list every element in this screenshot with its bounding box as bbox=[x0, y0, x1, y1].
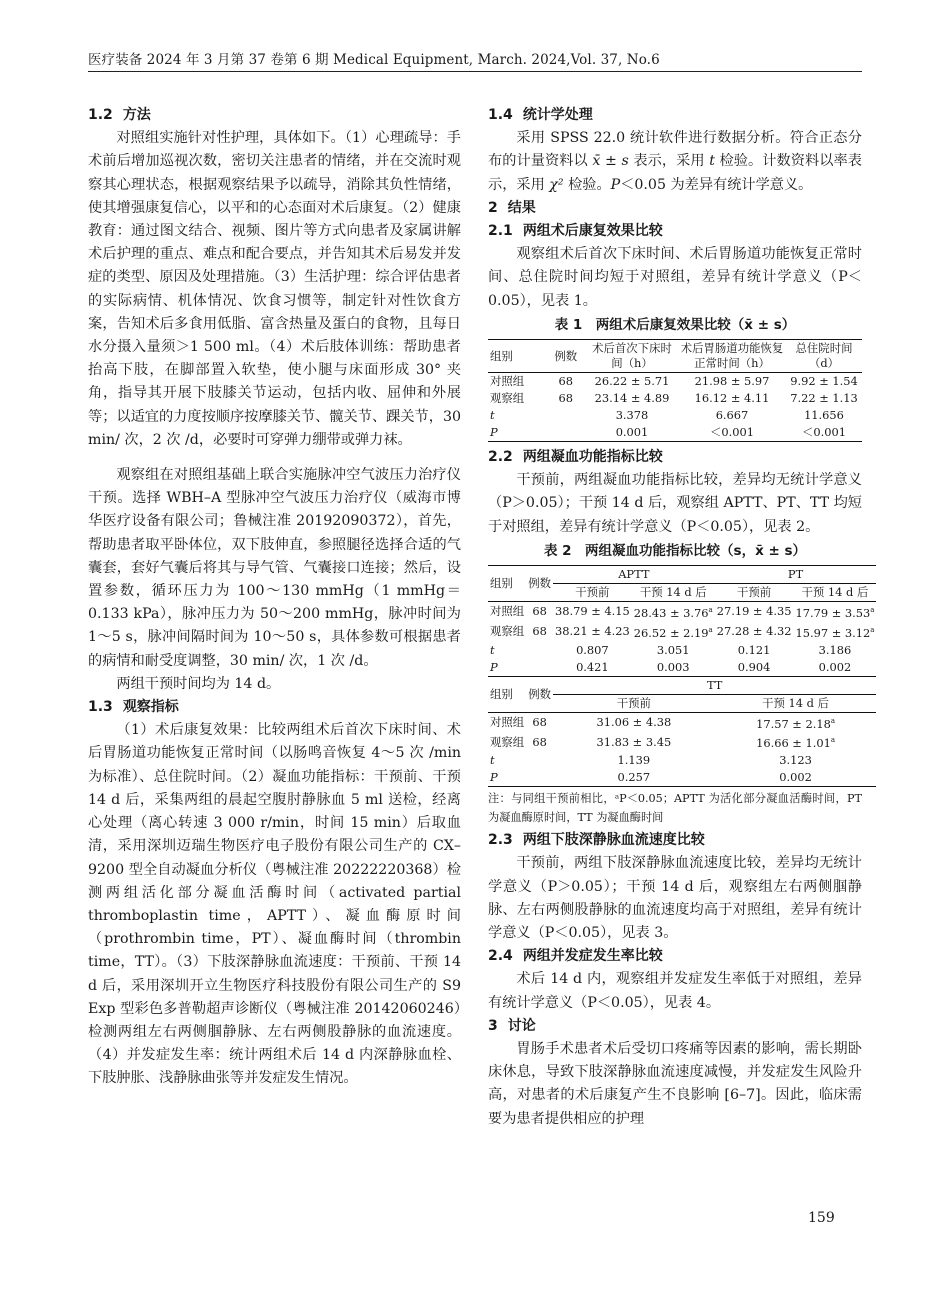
table-1-title: 表 1 两组术后康复效果比较（x̄ ± s） bbox=[554, 316, 796, 333]
section-heading-2-3: 2.3 两组下肢深静脉血流速度比较 bbox=[488, 832, 705, 849]
table-2 bbox=[488, 565, 876, 787]
running-header: 医疗装备 2024 年 3 月第 37 卷第 6 期 Medical Equipment, March. 2024,Vol. 37, No.6 bbox=[88, 52, 660, 68]
table-row: t 0.807 3.051 0.121 3.186 bbox=[490, 642, 852, 657]
left-column bbox=[88, 104, 461, 1091]
table-header-cell: 干预前 bbox=[715, 584, 794, 602]
table-row: P 0.421 0.003 0.904 0.002 bbox=[490, 659, 852, 674]
table-row: t 3.378 6.667 11.656 bbox=[490, 408, 844, 423]
table-header-cell: 干预 14 d 后 bbox=[632, 584, 715, 602]
paragraph-complication-results: 术后 14 d 内，观察组并发症发生率低于对照组，差异有统计学意义（P＜0.05），见表 4。 bbox=[488, 971, 862, 1011]
paragraph-observation-group: 观察组在对照组基础上联合实施脉冲空气波压力治疗仪干预。选择 WBH–A 型脉冲空气波压力治疗仪（威海市博华医疗设备有限公司；鲁械注准 20192090372），首先，帮助患者取平卧体位，双下肢伸直，参照腿径选择合适的气囊套，套好气囊后将其与导气管、气囊接口连接；然后，设置参数，循环压力为 100～130 mmHg（1 mmHg＝0.133 kPa），脉冲压力为 50～200 mmHg，脉冲时间为 1～5 s，脉冲间隔时间为 10～50 s，具体参数可根据患者的病情和耐受度调整，30 min/ 次，1 次 /d。 bbox=[88, 467, 461, 669]
table-header-cell: 干预 14 d 后 bbox=[715, 694, 877, 712]
table-header-cell: TT bbox=[553, 676, 876, 694]
section-heading-2-1: 2.1 两组术后康复效果比较 bbox=[488, 223, 663, 240]
table-2-title: 表 2 两组凝血功能指标比较（s，x̄ ± s） bbox=[543, 542, 807, 559]
table-header-cell: PT bbox=[715, 566, 877, 584]
table-row: P 0.001 ＜0.001 ＜0.001 bbox=[488, 424, 862, 442]
table-header-cell: 例数 bbox=[546, 340, 586, 373]
section-heading-1-4: 1.4 统计学处理 bbox=[488, 107, 593, 123]
table-1 bbox=[488, 339, 862, 442]
section-heading-2-2: 2.2 两组凝血功能指标比较 bbox=[488, 449, 663, 466]
table-header-cell: 例数 bbox=[526, 566, 553, 602]
paragraph-control-group: 对照组实施针对性护理，具体如下。（1）心理疏导：手术前后增加巡视次数，密切关注患者的情绪，并在交流时观察其心理状态，根据观察结果予以疏导，消除其负性情绪，使其增强康复信心，以平和的心态面对术后康复。（2）健康教育：通过图文结合、视频、图片等方式向患者及家属讲解术后护理的重点、难点和配合要点，并告知其术后易发并发症的类型、原因及处理措施。（3）生活护理：综合评估患者的实际病情、机体情况、饮食习惯等，制定针对性饮食方案，告知术后多食用低脂、富含热量及蛋白的食物，且每日水分摄入量须＞1 500 ml。（4）术后肢体训练：帮助患者抬高下肢，在脚部置入软垫，使小腿与床面形成 30° 夹角，指导其开展下肢膝关节运动，包括内收、屈伸和外展等；以适宜的力度按顺序按摩膝关节、髋关节、踝关节，30 min/ 次，2 次 /d，必要时可穿弹力绷带或弹力袜。 bbox=[88, 130, 461, 448]
table-row: 对照组 68 38.79 ± 4.15 28.43 ± 3.76$^a$ 27.19 ± 4.35 17.79 ± 3.53$^a$ bbox=[490, 604, 875, 620]
table-row: 观察组 68 38.21 ± 4.23 26.52 ± 2.19$^a$ 27.28 ± 4.32 15.97 ± 3.12$^a$ bbox=[490, 624, 875, 640]
table-row: 观察组 68 31.83 ± 3.45 16.66 ± 1.01$^a$ bbox=[490, 734, 836, 751]
table-row: 对照组 68 31.06 ± 4.38 17.57 ± 2.18$^a$ bbox=[490, 715, 836, 731]
table-header-cell: 组别 bbox=[488, 566, 526, 602]
table-header-cell: 组别 bbox=[488, 676, 526, 712]
section-heading-2-4: 2.4 两组并发症发生率比较 bbox=[488, 948, 663, 965]
section-heading-1-3: 1.3 观察指标 bbox=[88, 699, 179, 716]
paragraph-intervention-time: 两组干预时间均为 14 d。 bbox=[116, 675, 281, 692]
right-column bbox=[488, 104, 875, 1131]
table-header-cell: 例数 bbox=[526, 676, 553, 712]
paragraph-indicators: （1）术后康复效果：比较两组术后首次下床时间、术后胃肠道功能恢复正常时间（以肠鸣音恢复 4～5 次 /min 为标准）、总住院时间。（2）凝血功能指标：干预前、干预 14 d 后，采集两组的晨起空腹肘静脉血 5 ml 送检，经离心处理（离心转速 3 000 r/min，时间 15 min）后取血清，采用深圳迈瑞生物医疗电子股份有限公司生产的 CX–9200 型全自动凝血分析仪（粤械注准 20222220368）检测两组活化部分凝血活酶时间（activated partial thromboplastin time，APTT）、凝血酶原时间（prothrombin time，PT）、凝血酶时间（thrombin time，TT）。（3）下肢深静脉血流速度：干预前、干预 14 d 后，采用深圳开立生物医疗科技股份有限公司生产的 S9 Exp 型彩色多普勒超声诊断仪（粤械注准 20142060246）检测两组左右两侧腘静脉、左右两侧股静脉的血流速度。（4）并发症发生率：统计两组术后 14 d 内深静脉血栓、下肢肿胀、浅静脉曲张等并发症发生情况。 bbox=[88, 722, 461, 1087]
table-header-cell: 术后胃肠道功能恢复正常时间（h） bbox=[678, 340, 786, 373]
page-number: 159 bbox=[808, 1210, 835, 1226]
table-header-cell: 总住院时间（d） bbox=[786, 340, 862, 373]
table-header-cell: 术后首次下床时间（h） bbox=[586, 340, 678, 373]
table-header-cell: APTT bbox=[553, 566, 715, 584]
table-header-cell: 干预前 bbox=[553, 584, 632, 602]
paragraph-bloodflow-results: 干预前，两组下肢深静脉血流速度比较，差异均无统计学意义（P＞0.05）；干预 14 d 后，观察组左右两侧腘静脉、左右两侧股静脉的血流速度均高于对照组，差异有统计学意义（P＜0.05），见表 3。 bbox=[488, 855, 862, 942]
section-heading-1-2: 1.2 方法 bbox=[88, 107, 151, 123]
table-row: t 1.139 3.123 bbox=[490, 753, 812, 768]
header-rule bbox=[88, 71, 862, 72]
table-2-note: 注：与同组干预前相比，ᵃP＜0.05；APTT 为活化部分凝血活酶时间，PT 为凝血酶原时间，TT 为凝血酶时间 bbox=[488, 792, 862, 825]
table-header-cell: 组别 bbox=[488, 340, 546, 373]
table-row: P 0.257 0.002 bbox=[488, 769, 876, 787]
paragraph-coagulation-results: 干预前，两组凝血功能指标比较，差异均无统计学意义（P＞0.05）；干预 14 d 后，观察组 APTT、PT、TT 均短于对照组，差异有统计学意义（P＜0.05），见表 2。 bbox=[488, 472, 862, 535]
table-header-cell: 干预前 bbox=[553, 694, 715, 712]
paragraph-statistics: 采用 SPSS 22.0 统计软件进行数据分析。符合正态分布的计量资料以 x̄ ± s 表示，采用 t 检验。计数资料以率表示，采用 χ² 检验。P＜0.05 为差异有统计学意义。 bbox=[488, 130, 862, 193]
table-row: 观察组 68 23.14 ± 4.89 16.12 ± 4.11 7.22 ± 1.13 bbox=[490, 391, 858, 406]
table-row: 对照组 68 26.22 ± 5.71 21.98 ± 5.97 9.92 ± 1.54 bbox=[490, 374, 858, 389]
section-heading-3: 3 讨论 bbox=[488, 1017, 536, 1034]
table-header-cell: 干预 14 d 后 bbox=[793, 584, 876, 602]
section-heading-2: 2 结果 bbox=[488, 199, 536, 216]
paragraph-recovery-results: 观察组术后首次下床时间、术后胃肠道功能恢复正常时间、总住院时间均短于对照组，差异有统计学意义（P＜0.05），见表 1。 bbox=[488, 246, 862, 309]
paragraph-discussion: 胃肠手术患者术后受切口疼痛等因素的影响，需长期卧床休息，导致下肢深静脉血流速度减慢，并发症发生风险升高，对患者的术后康复产生不良影响 [6–7]。因此，临床需要为患者提供相应的护理 bbox=[488, 1041, 862, 1127]
